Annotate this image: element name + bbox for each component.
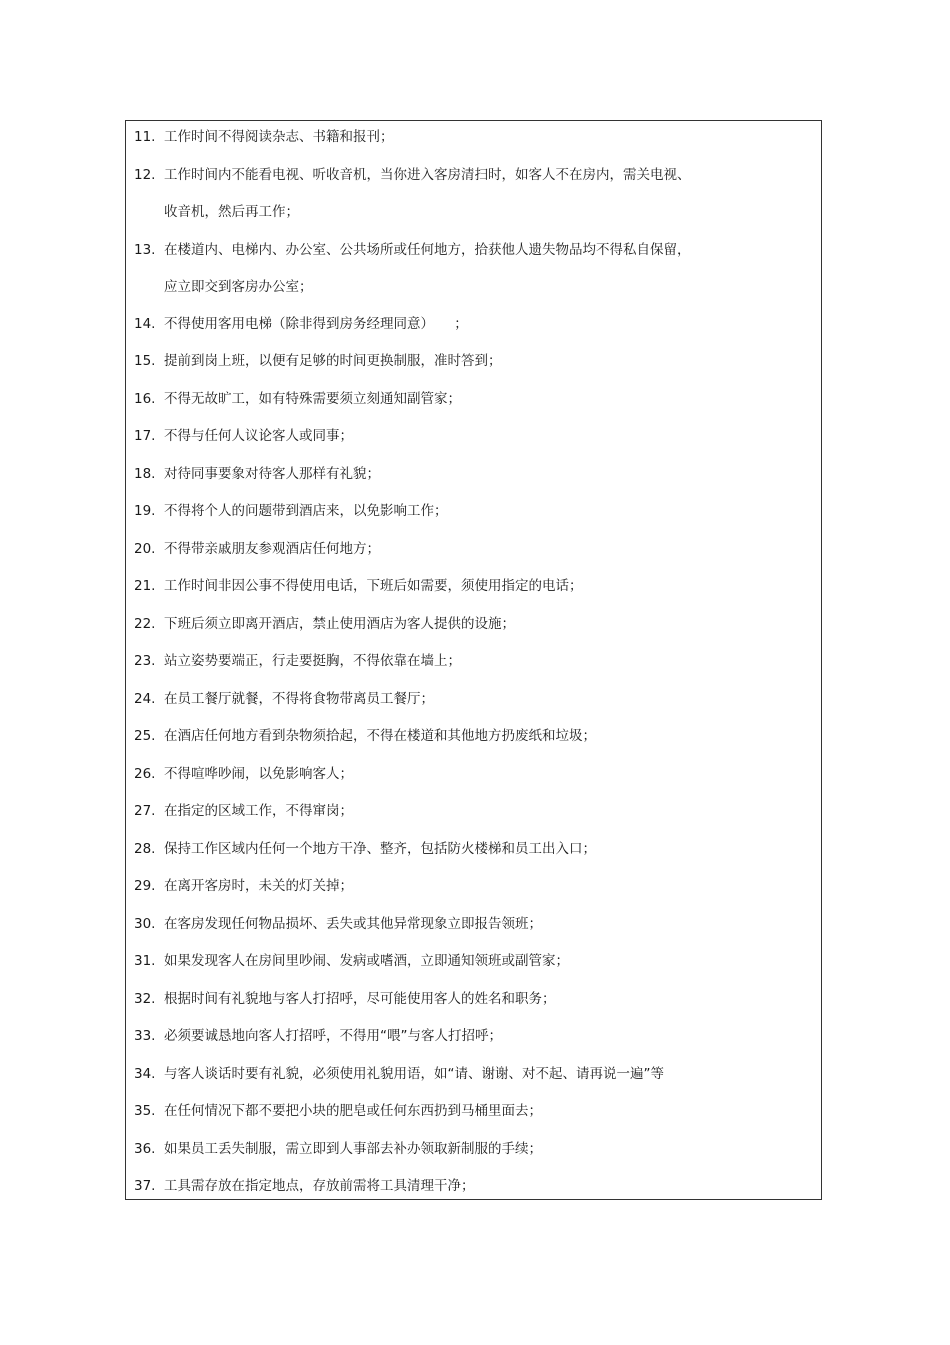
rule-number: 23. [134,653,156,669]
rule-item [134,1178,813,1194]
rule-number: 18. [134,466,156,482]
rule-number: 12. [134,167,156,183]
rule-item [134,991,813,1007]
rule-item [134,1103,813,1119]
rule-number: 26. [134,766,156,782]
rule-text: 如果发现客人在房间里吵闹、发病或嗜酒，立即通知领班或副管家； [164,953,569,969]
rule-item [134,803,813,819]
rule-text: 与客人谈话时要有礼貌，必须使用礼貌用语，如“请、谢谢、对不起、请再说一遍”等 [164,1066,664,1082]
rule-item [134,616,813,632]
rule-number: 34. [134,1066,156,1082]
rule-item [134,653,813,669]
rule-number: 19. [134,503,156,519]
rule-item [134,167,813,220]
rule-text: 工作时间不得阅读杂志、书籍和报刊； [164,129,394,145]
rule-text: 在楼道内、电梯内、办公室、公共场所或任何地方，拾获他人遗失物品均不得私自保留， [164,242,691,258]
rule-item [134,841,813,857]
rule-text: 在酒店任何地方看到杂物须拾起，不得在楼道和其他地方扔废纸和垃圾； [164,728,596,744]
rule-item [134,728,813,744]
rule-item [134,391,813,407]
rule-number: 33. [134,1028,156,1044]
rule-item [134,316,813,332]
rule-number: 32. [134,991,156,1007]
rule-number: 11. [134,129,156,145]
rule-text: 如果员工丢失制服，需立即到人事部去补办领取新制服的手续； [164,1141,542,1157]
rule-text: 工作时间内不能看电视、听收音机，当你进入客房清扫时，如客人不在房内，需关电视、 [164,167,691,183]
rule-number: 27. [134,803,156,819]
rule-item [134,466,813,482]
rule-item [134,1141,813,1157]
rule-item [134,242,813,295]
rule-item [134,428,813,444]
rule-text: 对待同事要象对待客人那样有礼貌； [164,466,380,482]
rule-number: 29. [134,878,156,894]
rule-text: 工作时间非因公事不得使用电话，下班后如需要，须使用指定的电话； [164,578,583,594]
rule-number: 14. [134,316,156,332]
rule-text-continued: 应立即交到客房办公室； [164,279,313,295]
rule-text: 站立姿势要端正，行走要挺胸，不得依靠在墙上； [164,653,461,669]
rule-text: 在任何情况下都不要把小块的肥皂或任何东西扔到马桶里面去； [164,1103,542,1119]
rule-item [134,1028,813,1044]
rule-text: 不得将个人的问题带到酒店来，以免影响工作； [164,503,448,519]
rule-item [134,916,813,932]
rule-item [134,541,813,557]
rule-text: 在客房发现任何物品损坏、丢失或其他异常现象立即报告领班； [164,916,542,932]
rule-number: 15. [134,353,156,369]
rule-number: 17. [134,428,156,444]
rule-number: 21. [134,578,156,594]
rule-item [134,953,813,969]
rules-table [125,120,822,1200]
rule-number: 36. [134,1141,156,1157]
rule-number: 22. [134,616,156,632]
rule-text: 不得使用客用电梯（除非得到房务经理同意） ； [164,316,468,332]
rule-number: 37. [134,1178,156,1194]
rule-number: 25. [134,728,156,744]
rule-text: 在指定的区域工作，不得窜岗； [164,803,353,819]
rule-text-continued: 收音机，然后再工作； [164,204,299,220]
rule-item [134,691,813,707]
rule-text: 不得无故旷工，如有特殊需要须立刻通知副管家； [164,391,461,407]
rule-item [134,353,813,369]
rule-text: 工具需存放在指定地点，存放前需将工具清理干净； [164,1178,475,1194]
rule-item [134,503,813,519]
rule-number: 35. [134,1103,156,1119]
rule-number: 13. [134,242,156,258]
rule-number: 16. [134,391,156,407]
rule-item [134,878,813,894]
rule-number: 30. [134,916,156,932]
rule-text: 不得喧哗吵闹，以免影响客人； [164,766,353,782]
rule-item [134,129,813,145]
rule-text: 必须要诚恳地向客人打招呼，不得用“喂”与客人打招呼； [164,1028,502,1044]
rule-item [134,578,813,594]
rule-number: 31. [134,953,156,969]
rule-item [134,1066,813,1082]
rule-text: 不得带亲戚朋友参观酒店任何地方； [164,541,380,557]
rule-text: 在离开客房时，未关的灯关掉； [164,878,353,894]
rule-item [134,766,813,782]
rule-text: 不得与任何人议论客人或同事； [164,428,353,444]
rule-text: 根据时间有礼貌地与客人打招呼，尽可能使用客人的姓名和职务； [164,991,556,1007]
rule-number: 24. [134,691,156,707]
rule-text: 在员工餐厅就餐，不得将食物带离员工餐厅； [164,691,434,707]
rule-number: 28. [134,841,156,857]
rule-text: 下班后须立即离开酒店，禁止使用酒店为客人提供的设施； [164,616,515,632]
rule-text: 保持工作区域内任何一个地方干净、整齐，包括防火楼梯和员工出入口； [164,841,596,857]
rule-number: 20. [134,541,156,557]
rule-text: 提前到岗上班，以便有足够的时间更换制服，准时答到； [164,353,502,369]
